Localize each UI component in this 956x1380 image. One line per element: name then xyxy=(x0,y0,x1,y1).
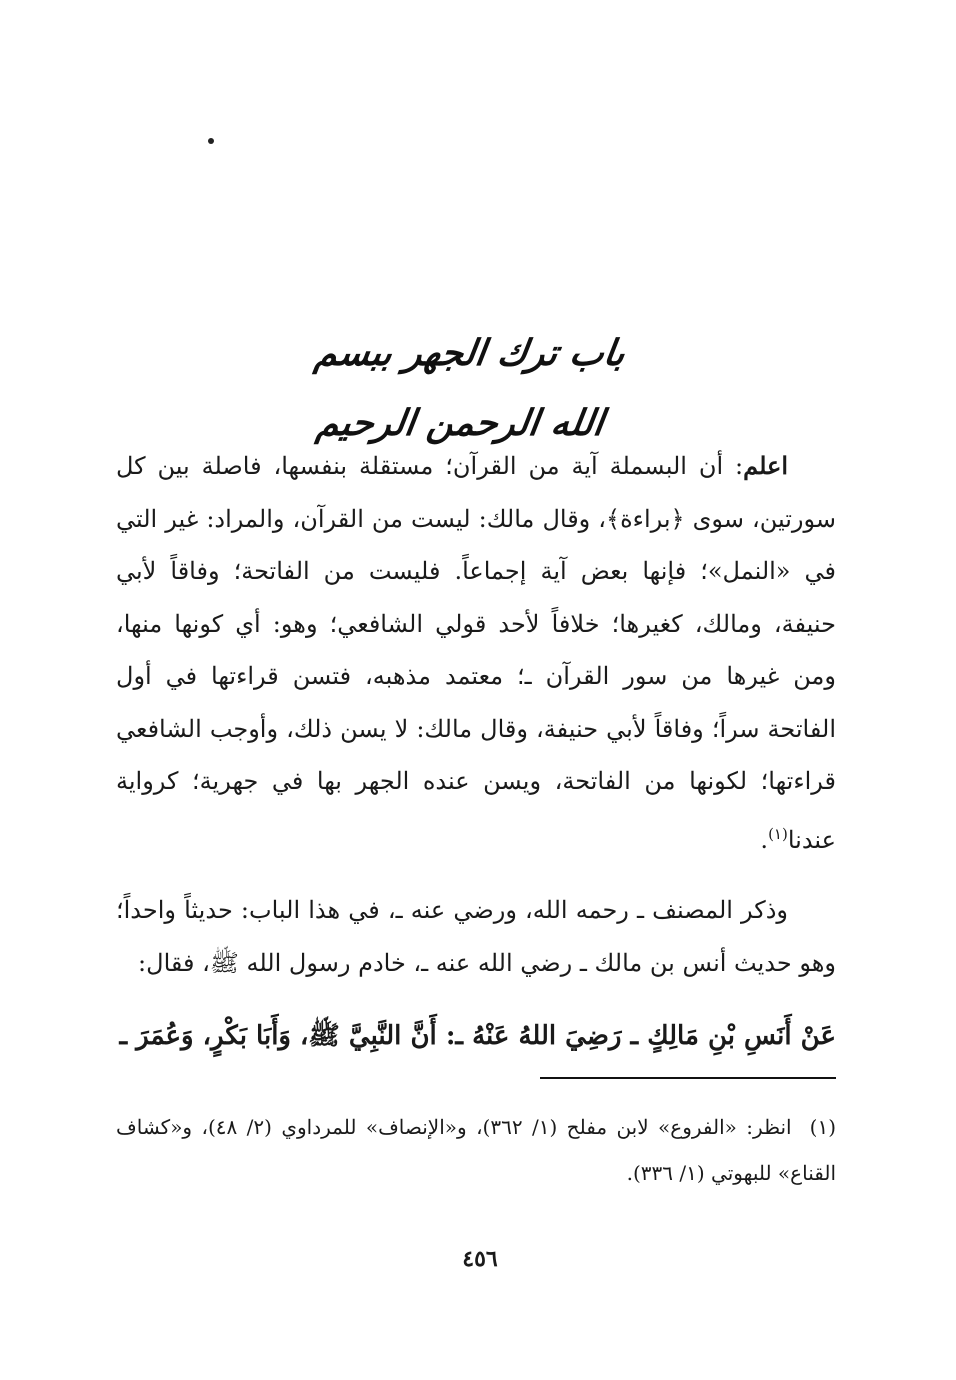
footnote-separator xyxy=(540,1077,836,1079)
paragraph-1-end: . xyxy=(760,825,769,854)
footnote-text: انظر: «الفروع» لابن مفلح (١/ ٣٦٢)، و«الإنصاف» للمرداوي (٢/ ٤٨)، و«كشاف القناع» للبهوتي (١/ ٣٣٦). xyxy=(116,1115,836,1185)
chapter-title: باب ترك الجهر ببسم الله الرحمن الرحيم xyxy=(312,332,628,444)
footnote-marker: (١) xyxy=(809,1115,836,1139)
decorative-dot xyxy=(208,138,214,144)
paragraph-1-body: : أن البسملة آية من القرآن؛ مستقلة بنفسها، فاصلة بين كل سورتين، سوى ﴿براءة﴾، وقال مالك: ليست من القرآن، والمراد: غير التي في «النمل»؛ فإنها بعض آية إجماعاً. فليست من الفاتحة؛ وفاقاً لأبي حنيفة، ومالك، كغيرها؛ خلافاً لأحد قولي الشافعي؛ وهو: أي كونها منها، ومن غيرها من سور القرآن ـ؛ معتمد مذهبه، فتسن قراءتها في أول الفاتحة سراً؛ وفاقاً لأبي حنيفة، وقال مالك: لا يسن ذلك، وأوجب الشافعي قراءتها؛ لكونها من الفاتحة، ويسن عنده الجهر بها في جهرية؛ كرواية عندنا xyxy=(116,452,836,854)
paragraph-1 xyxy=(116,440,836,866)
main-text xyxy=(116,440,836,989)
paragraph-2: وذكر المصنف ـ رحمه الله، ورضي عنه ـ، في هذا الباب: حديثاً واحداً؛ وهو حديث أنس بن مالك ـ رضي الله عنه ـ، خادم رسول الله ﷺ، فقال: xyxy=(116,896,836,977)
footnote-reference[interactable]: (١) xyxy=(768,824,788,843)
paragraph-keyword: اعلم xyxy=(743,451,788,480)
hadith-text: عَنْ أَنَسِ بْنِ مَالِكٍ ـ رَضِيَ اللهُ عَنْهُ ـ: أَنَّ النَّبِيَّ ﷺ، وَأَبَا بَكْرٍ، وَعُمَرَ ـ xyxy=(119,1021,836,1051)
footnote xyxy=(116,1104,836,1196)
page-number: ٤٥٦ xyxy=(462,1246,498,1272)
